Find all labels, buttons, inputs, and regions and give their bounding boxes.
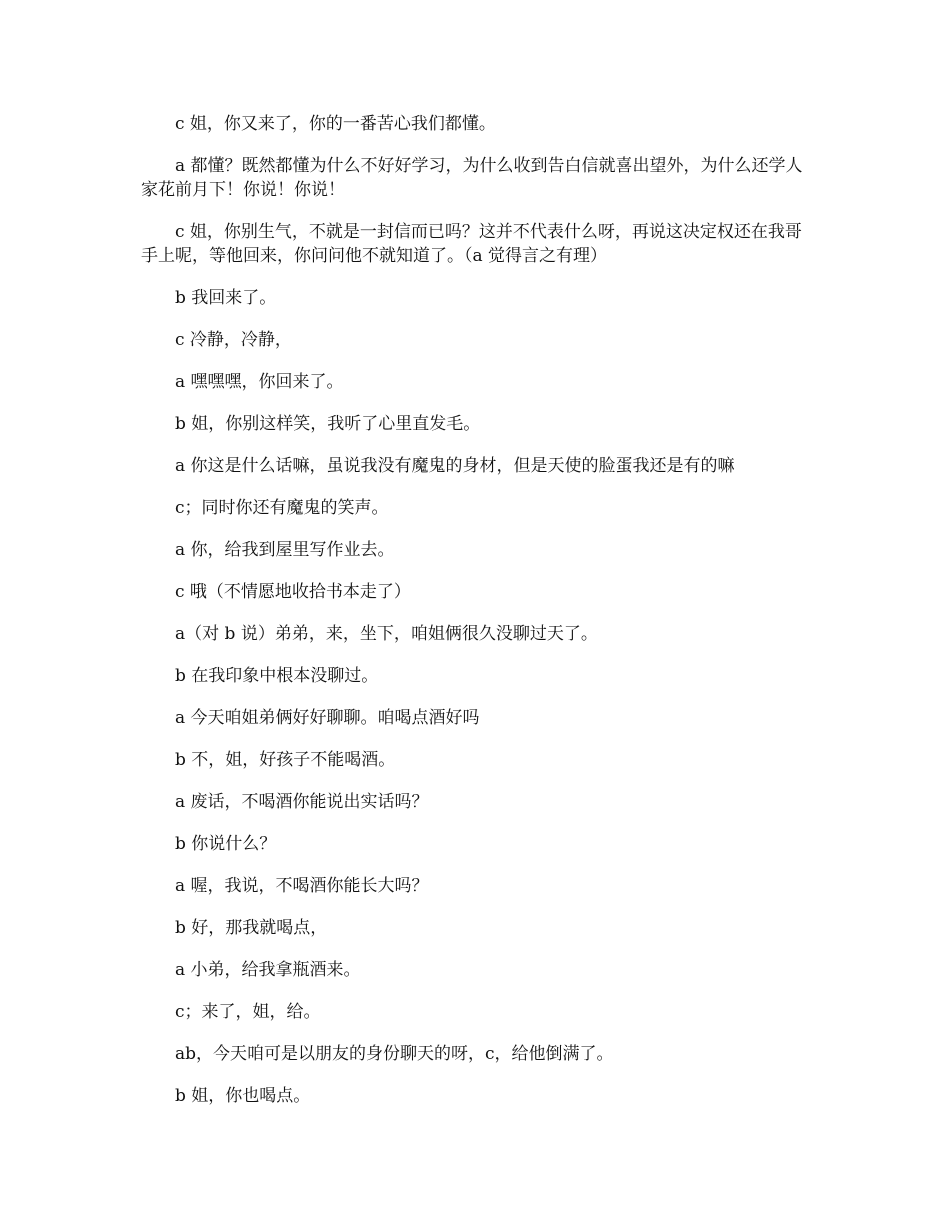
dialogue-line: a（对 b 说）弟弟，来，坐下，咱姐俩很久没聊过天了。 [175,624,598,644]
dialogue-line: c 姐，你又来了，你的一番苦心我们都懂。 [175,114,496,134]
dialogue-line: a 喔，我说，不喝酒你能长大吗？ [175,876,429,896]
dialogue-line: b 姐，你别这样笑，我听了心里直发毛。 [175,414,481,434]
dialogue-line: b 不，姐，好孩子不能喝酒。 [175,750,396,770]
dialogue-line: b 姐，你也喝点。 [175,1086,311,1106]
dialogue-line: a 今天咱姐弟俩好好聊聊。咱喝点酒好吗 [175,708,480,728]
dialogue-line: c 哦（不情愿地收拾书本走了） [175,582,411,602]
dialogue-line: a 你，给我到屋里写作业去。 [175,540,395,560]
dialogue-line: b 我回来了。 [175,288,277,308]
dialogue-line: a 嘿嘿嘿，你回来了。 [175,372,344,392]
dialogue-line: c；来了，姐，给。 [175,1002,321,1022]
dialogue-line: a 都懂？既然都懂为什么不好好学习，为什么收到告白信就喜出望外，为什么还学人家花前月下！你说！你说！ [141,156,803,200]
dialogue-line: a 废话，不喝酒你能说出实话吗？ [175,792,429,812]
dialogue-line: ab，今天咱可是以朋友的身份聊天的呀，c，给他倒满了。 [175,1044,614,1064]
dialogue-body [141,112,811,1126]
dialogue-line: a 你这是什么话嘛，虽说我没有魔鬼的身材，但是天使的脸蛋我还是有的嘛 [175,456,735,476]
dialogue-line: b 你说什么？ [175,834,277,854]
dialogue-line: c 冷静，冷静， [175,330,292,350]
dialogue-line: b 好，那我就喝点， [175,918,328,938]
dialogue-line: c；同时你还有魔鬼的笑声。 [175,498,389,518]
dialogue-line: b 在我印象中根本没聊过。 [175,666,379,686]
dialogue-line: c 姐，你别生气，不就是一封信而已吗？这并不代表什么呀，再说这决定权还在我哥手上呢，等他回来，你问问他不就知道了。（a 觉得言之有理） [141,222,802,266]
dialogue-line: a 小弟，给我拿瓶酒来。 [175,960,361,980]
